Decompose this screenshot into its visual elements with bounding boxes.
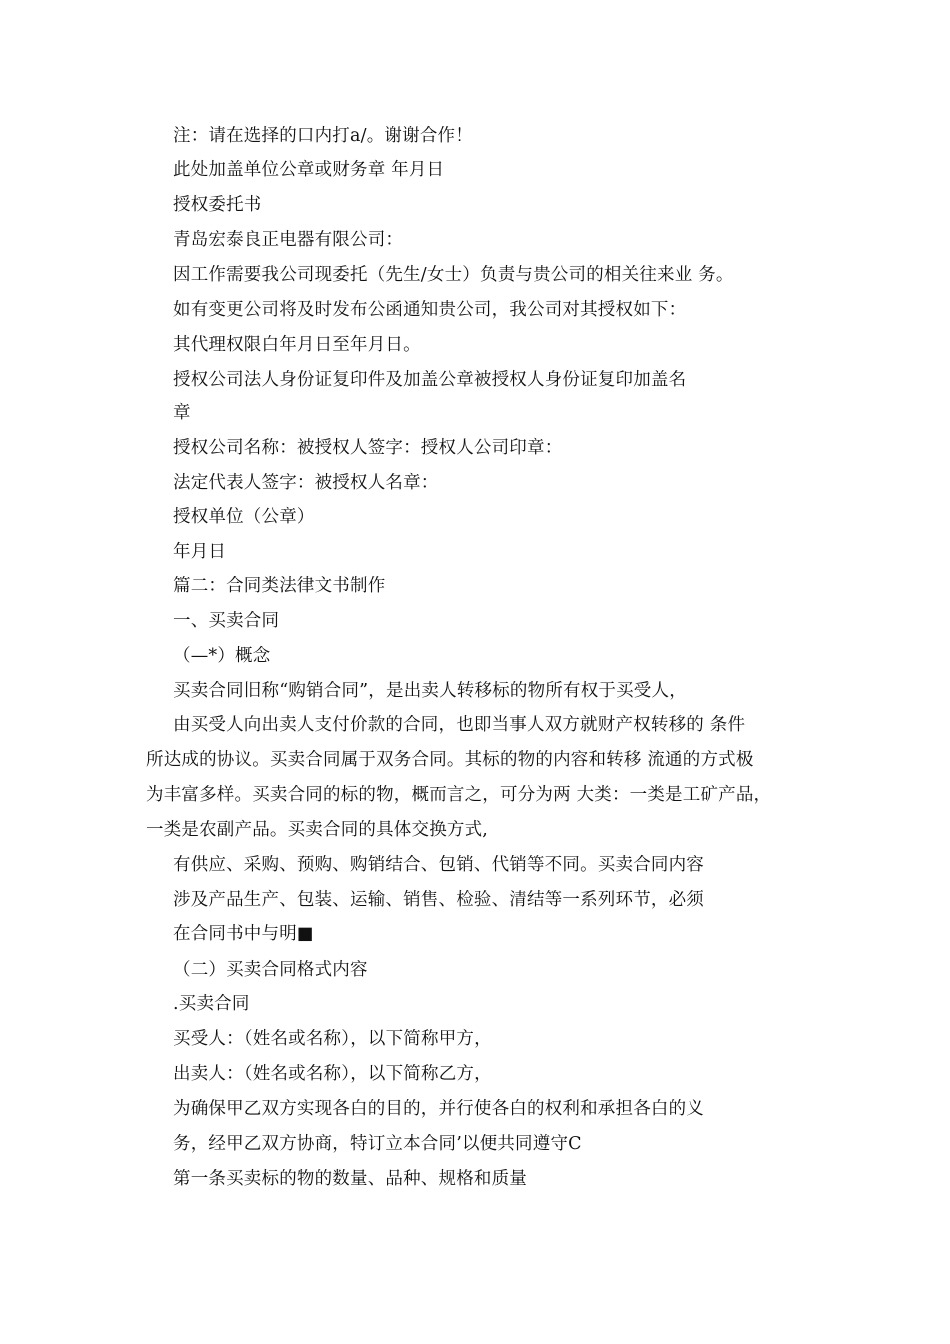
clause-heading: 第一条买卖标的物的数量、品种、规格和质量	[173, 1169, 527, 1189]
authorization-title: 授权委托书	[173, 195, 262, 215]
paragraph-line: 所达成的协议。买卖合同属于双务合同。其标的物的内容和转移 流通的方式极	[146, 750, 754, 770]
signature-fields-line: 法定代表人签字：被授权人名章：	[173, 473, 439, 493]
paragraph-line: 在合同书中与明■	[173, 924, 314, 944]
paragraph-line: 其代理权限白年月日至年月日。	[173, 335, 421, 355]
date-line: 年月日	[173, 542, 227, 562]
paragraph-line: 涉及产品生产、包装、运输、销售、检验、清结等一系列环节，必须	[173, 890, 704, 910]
contract-title: .买卖合同	[173, 994, 250, 1014]
paragraph-line: 授权公司法人身份证复印件及加盖公章被授权人身份证复印加盖名	[173, 370, 687, 390]
seal-line: 授权单位（公章）	[173, 507, 315, 527]
note-line: 注：请在选择的口内打a/。谢谢合作！	[173, 126, 473, 146]
paragraph-line: 如有变更公司将及时发布公函通知贵公司，我公司对其授权如下：	[173, 300, 687, 320]
paragraph-line: 章	[173, 403, 191, 423]
subsection-heading: （二）买卖合同格式内容	[173, 960, 368, 980]
subsection-heading: （—*）概念	[173, 646, 271, 666]
paragraph-line: 因工作需要我公司现委托（先生/女士）负责与贵公司的相关往来业 务。	[173, 265, 734, 285]
seal-date-line: 此处加盖单位公章或财务章 年月日	[173, 160, 445, 180]
paragraph-line: 务，经甲乙双方协商，特订立本合同’以便共同遵守C	[173, 1134, 582, 1154]
paragraph-line: 由买受人向出卖人支付价款的合同，也即当事人双方就财产权转移的 条件	[173, 715, 746, 735]
party-line: 出卖人：（姓名或名称），以下简称乙方，	[173, 1064, 492, 1084]
party-line: 买受人：（姓名或名称），以下简称甲方，	[173, 1029, 492, 1049]
paragraph-line: 为确保甲乙双方实现各白的目的，并行使各白的权利和承担各白的义	[173, 1099, 704, 1119]
paragraph-line: 一类是农副产品。买卖合同的具体交换方式,	[146, 820, 489, 840]
paragraph-line: 买卖合同旧称“购销合同”，是出卖人转移标的物所有权于买受人，	[173, 681, 687, 701]
addressee-line: 青岛宏泰良正电器有限公司：	[173, 230, 404, 250]
paragraph-line: 为丰富多样。买卖合同的标的物，概而言之，可分为两 大类：一类是工矿产品，	[146, 785, 772, 805]
signature-fields-line: 授权公司名称：被授权人签字：授权人公司印章：	[173, 438, 563, 458]
section-heading: 一、买卖合同	[173, 611, 280, 631]
section-heading: 篇二：合同类法律文书制作	[173, 576, 386, 596]
paragraph-line: 有供应、采购、预购、购销结合、包销、代销等不同。买卖合同内容	[173, 855, 704, 875]
